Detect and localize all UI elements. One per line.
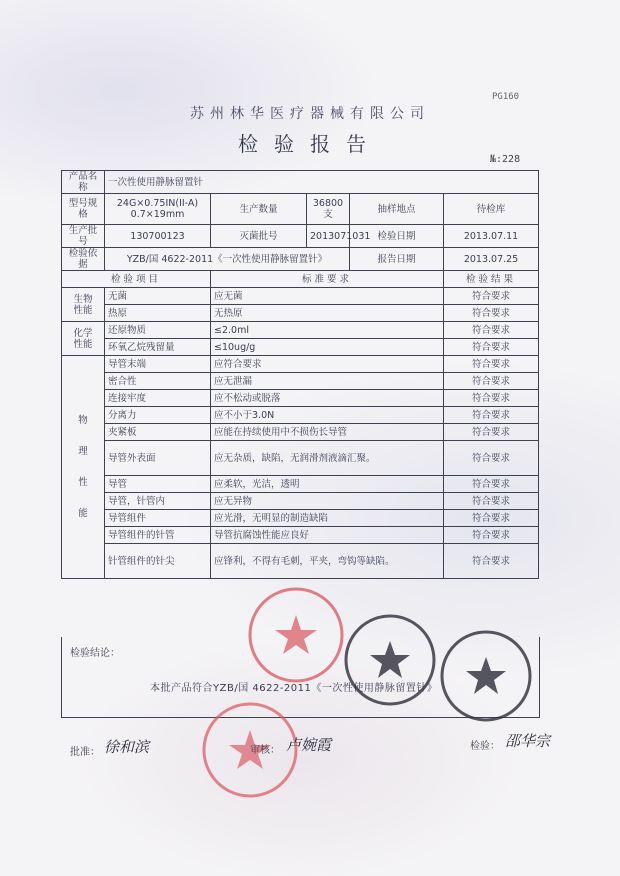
row-standard: 应无异物	[211, 493, 444, 510]
row-result: 符合要求	[444, 510, 539, 527]
conclusion-text: 本批产品符合YZB/国 4622-2011《一次性使用静脉留置针》	[150, 683, 438, 694]
inspector-signature: 邵华宗	[505, 732, 551, 750]
row-item: 导管外表面	[105, 441, 211, 476]
row-result: 符合要求	[444, 476, 539, 493]
row-result: 符合要求	[444, 339, 539, 356]
row-standard: 应光滑，无明显的制造缺陷	[211, 510, 444, 527]
batch-value: 130700123	[105, 225, 211, 248]
row-item: 无菌	[105, 288, 211, 305]
row-standard: ≤2.0ml	[211, 322, 444, 339]
group-chem	[62, 322, 105, 356]
report-title: 检验报告	[238, 132, 382, 156]
row-standard: 应能在持续使用中不损伤长导管	[211, 424, 444, 441]
row-result: 符合要求	[444, 407, 539, 424]
row-item: 连接牢度	[105, 390, 211, 407]
row-standard: 应符合要求	[211, 356, 444, 373]
black-seal-right	[438, 628, 534, 724]
group-bio-line-2: 性能	[73, 304, 93, 316]
row-result: 符合要求	[444, 356, 539, 373]
report-number: №:228	[490, 154, 521, 165]
row-result: 符合要求	[444, 424, 539, 441]
product-name-value: 一次性使用静脉留置针	[105, 171, 539, 194]
model-line-2: 0.7×19mm	[130, 209, 185, 220]
basis-label: 检验依据	[62, 248, 105, 271]
row-result: 符合要求	[444, 544, 539, 579]
row-item: 针管组件的针尖	[105, 544, 211, 579]
row-item: 分离力	[105, 407, 211, 424]
row-item: 环氧乙烷残留量	[105, 339, 211, 356]
row-item: 密合性	[105, 373, 211, 390]
row-item: 导管末端	[105, 356, 211, 373]
row-standard: 导管抗腐蚀性能应良好	[211, 527, 444, 544]
quantity-value: 36800支	[307, 194, 350, 225]
column-header-item: 检验项目	[62, 271, 211, 288]
row-item: 还原物质	[105, 322, 211, 339]
row-item: 导管组件的针管	[105, 527, 211, 544]
row-result: 符合要求	[444, 493, 539, 510]
inspection-table	[61, 170, 539, 579]
group-bio	[62, 288, 105, 322]
model-line-1: 24G×0.75IN(II-A)	[116, 198, 199, 209]
reviewer-signature: 卢婉霞	[286, 736, 332, 754]
form-code: PG160	[492, 92, 520, 102]
row-standard: 应无菌	[211, 288, 444, 305]
sterile-batch-value: 2013071031	[307, 225, 350, 248]
red-seal-top	[246, 585, 346, 685]
row-result: 符合要求	[444, 373, 539, 390]
group-phys-char-3: 性	[78, 477, 88, 488]
row-standard: 应无杂质，缺陷，无润滑剂液滴汇聚。	[211, 441, 444, 476]
row-result: 符合要求	[444, 305, 539, 322]
model-value	[105, 194, 211, 225]
row-standard: ≤10ug/g	[211, 339, 444, 356]
group-chem-line-2: 性能	[73, 338, 93, 350]
row-standard: 应不小于3.0N	[211, 407, 444, 424]
black-seal-left	[342, 612, 438, 708]
sterile-batch-label: 灭菌批号	[211, 225, 307, 248]
row-standard: 应柔软，光洁，透明	[211, 476, 444, 493]
row-standard: 应不松动或脱落	[211, 390, 444, 407]
approver-signature: 徐和滨	[104, 738, 150, 756]
product-name-label: 产品名称	[62, 171, 105, 194]
inspection-date-label: 检验日期	[350, 225, 444, 248]
row-result: 符合要求	[444, 390, 539, 407]
column-header-result: 检验结果	[444, 271, 539, 288]
column-header-standard: 标准要求	[211, 271, 444, 288]
group-chem-line-1: 化学	[73, 327, 93, 339]
quantity-label: 生产数量	[211, 194, 307, 225]
row-result: 符合要求	[444, 288, 539, 305]
row-standard: 无热原	[211, 305, 444, 322]
company-name: 苏州林华医疗器械有限公司	[190, 106, 430, 122]
row-item: 夹紧板	[105, 424, 211, 441]
basis-value: YZB/国 4622-2011《一次性使用静脉留置针》	[105, 248, 350, 271]
sampling-label: 抽样地点	[350, 194, 444, 225]
model-label: 型号规格	[62, 194, 105, 225]
group-phys	[62, 356, 105, 579]
row-standard: 应无泄漏	[211, 373, 444, 390]
report-date-label: 报告日期	[350, 248, 444, 271]
row-result: 符合要求	[444, 441, 539, 476]
inspector-label: 检验：	[470, 741, 500, 752]
group-phys-char-4: 能	[78, 508, 88, 519]
row-result: 符合要求	[444, 322, 539, 339]
row-item: 导管	[105, 476, 211, 493]
row-item: 热原	[105, 305, 211, 322]
row-standard: 应锋利，不得有毛刺，平夹，弯钩等缺陷。	[211, 544, 444, 579]
group-phys-char-1: 物	[78, 415, 88, 426]
group-phys-char-2: 理	[78, 446, 88, 457]
batch-label: 生产批号	[62, 225, 105, 248]
row-item: 导管，针管内	[105, 493, 211, 510]
row-result: 符合要求	[444, 527, 539, 544]
sampling-value: 待检库	[444, 194, 539, 225]
row-item: 导管组件	[105, 510, 211, 527]
report-date-value: 2013.07.25	[444, 248, 539, 271]
reviewer-label: 审核：	[250, 745, 280, 756]
approver-label: 批准：	[70, 747, 100, 758]
group-bio-line-1: 生物	[73, 293, 93, 305]
inspection-date-value: 2013.07.11	[444, 225, 539, 248]
conclusion-label: 检验结论：	[70, 648, 120, 659]
